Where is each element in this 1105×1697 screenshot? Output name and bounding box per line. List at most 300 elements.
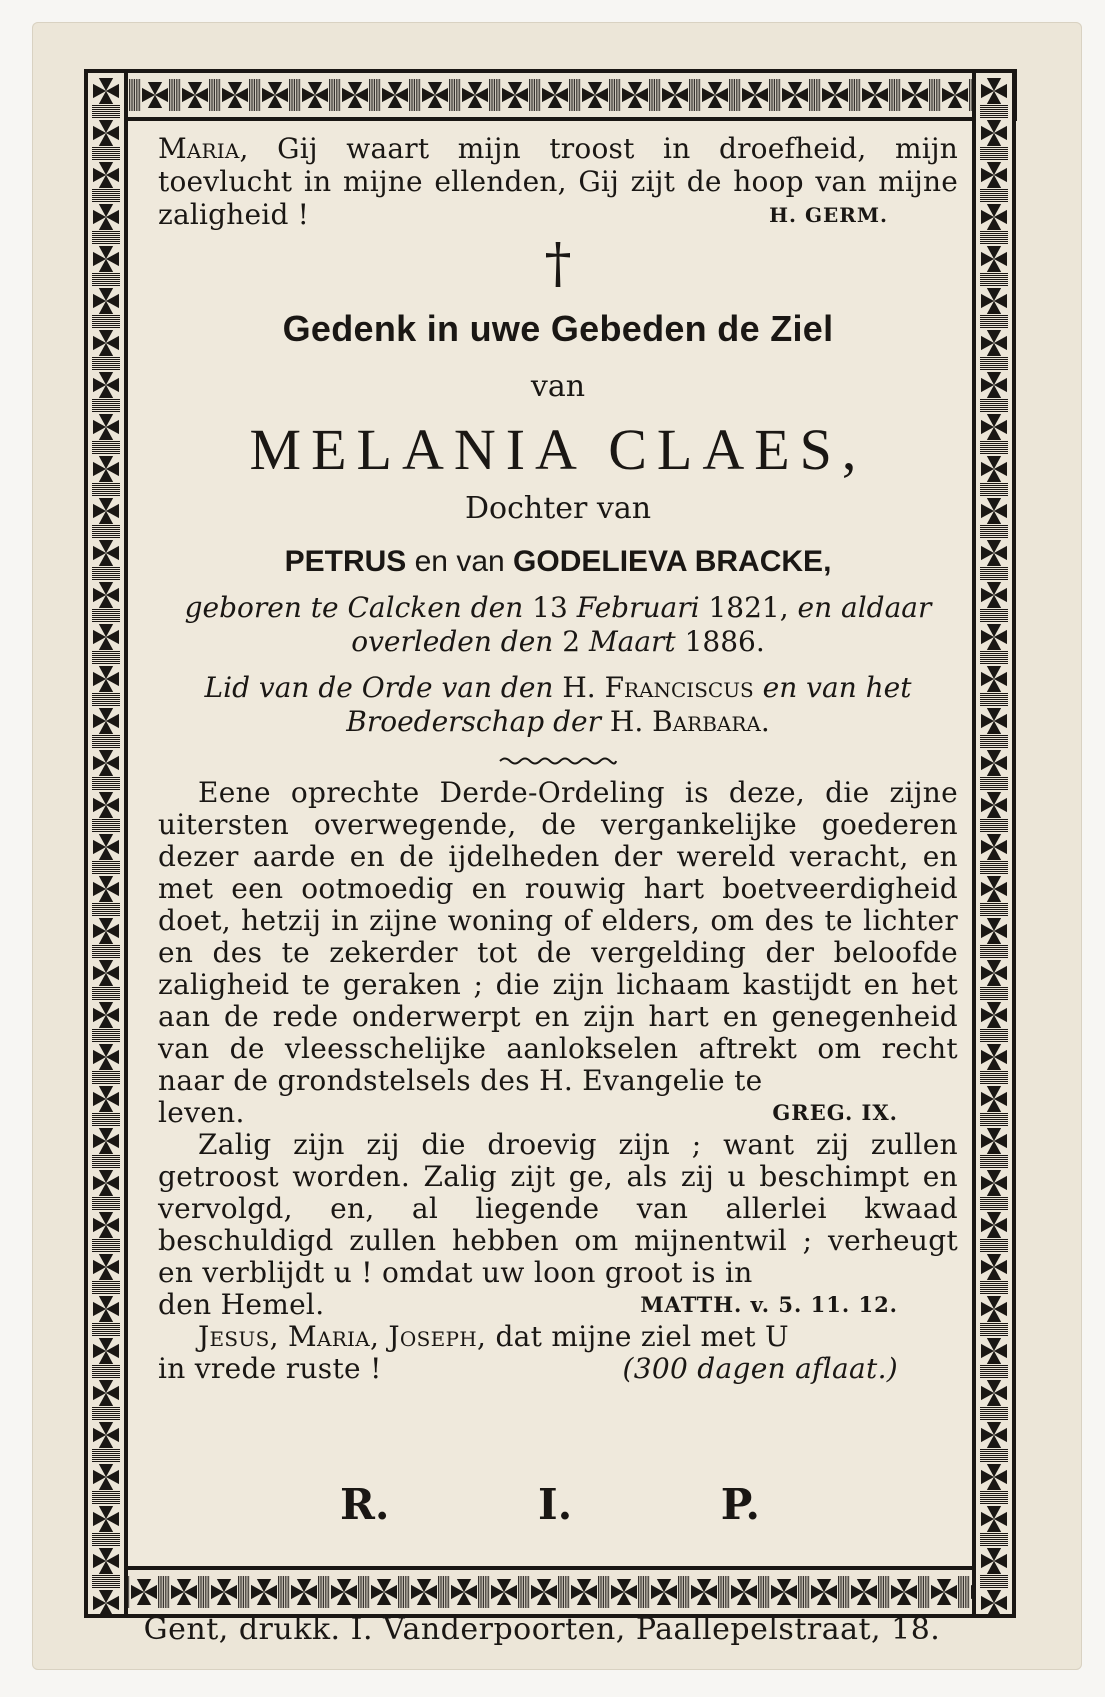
border-stripe <box>92 957 120 958</box>
border-stripe <box>92 489 120 490</box>
border-stripe <box>776 79 777 111</box>
border-stripe <box>980 871 1008 872</box>
border-stripe <box>248 1576 249 1608</box>
border-stripe <box>648 1576 649 1608</box>
border-stripe <box>92 285 120 286</box>
border-stripe <box>980 537 1008 538</box>
border-stripe <box>980 1157 1008 1158</box>
border-stripe <box>571 79 572 111</box>
border-stripe <box>980 903 1008 904</box>
border-stripe <box>980 613 1008 614</box>
border-stripe <box>688 1576 689 1608</box>
border-stripe <box>980 617 1008 618</box>
border-stripe <box>980 449 1008 450</box>
border-stripe <box>980 1205 1008 1206</box>
border-stripe <box>92 399 120 400</box>
meditation-attribution: GREG. IX. <box>772 1100 898 1125</box>
border-stripe <box>92 783 120 784</box>
border-stripe <box>980 737 1008 738</box>
border-stripe <box>980 735 1008 736</box>
quote-attribution: H. GERM. <box>769 203 888 227</box>
border-stripe <box>451 79 452 111</box>
border-stripe <box>816 79 817 111</box>
border-stripe <box>198 1576 199 1608</box>
border-stripe <box>659 79 660 111</box>
border-stripe <box>243 1576 244 1608</box>
border-stripe <box>456 79 457 111</box>
border-stripe <box>849 79 850 111</box>
border-stripe <box>92 1373 120 1374</box>
border-stripe <box>814 79 815 111</box>
border-stripe <box>819 79 820 111</box>
border-stripe <box>980 525 1008 526</box>
border-stripe <box>527 1576 528 1608</box>
border-stripe <box>568 1576 569 1608</box>
border-stripe <box>963 1576 964 1608</box>
border-stripe <box>929 79 930 111</box>
border-stripe <box>980 443 1008 444</box>
border-stripe <box>447 1576 448 1608</box>
border-stripe <box>980 159 1008 160</box>
border-stripe <box>980 1323 1008 1324</box>
border-stripe <box>169 79 170 111</box>
beatitude-attribution: MATTH. v. 5. 11. 12. <box>640 1292 898 1317</box>
border-stripe <box>980 1577 1008 1578</box>
border-stripe <box>980 273 1008 274</box>
border-stripe <box>980 779 1008 780</box>
border-stripe <box>689 79 690 111</box>
border-stripe <box>480 1576 481 1608</box>
border-stripe <box>400 1576 401 1608</box>
border-stripe <box>980 1587 1008 1588</box>
border-stripe <box>980 1201 1008 1202</box>
border-stripe <box>92 1541 120 1542</box>
border-stripe <box>92 693 120 694</box>
border-stripe <box>696 79 697 111</box>
border-stripe <box>936 79 937 111</box>
border-stripe <box>980 783 1008 784</box>
border-stripe <box>294 79 295 111</box>
border-stripe <box>92 1039 120 1040</box>
border-stripe <box>416 79 417 111</box>
border-stripe <box>980 703 1008 704</box>
border-stripe <box>92 575 120 576</box>
border-stripe <box>980 1491 1008 1492</box>
border-stripe <box>980 363 1008 364</box>
border-stripe <box>92 1375 120 1376</box>
border-stripe <box>803 1576 804 1608</box>
border-stripe <box>92 1083 120 1084</box>
border-stripe <box>980 825 1008 826</box>
border-stripe <box>92 189 120 190</box>
border-stripe <box>851 79 852 111</box>
border-stripe <box>980 951 1008 952</box>
border-stripe <box>980 1419 1008 1420</box>
indulgence-note: (300 dagen aflaat.) <box>622 1352 898 1385</box>
border-stripe <box>92 443 120 444</box>
border-stripe <box>980 571 1008 572</box>
border-stripe <box>980 699 1008 700</box>
border-stripe <box>92 825 120 826</box>
beatitude-text: Zalig zijn zij die droevig zijn ; want zij zullen getroost worden. Zalig zijt ge, als zij u beschimpt en vervolgd, en, al liegende van allerlei kwaad beschuldigd zullen hebben om mijnentwil ; verheugt en verblijdt u ! omdat uw loon groot is in <box>158 1128 958 1289</box>
border-stripe <box>980 1583 1008 1584</box>
border-stripe <box>92 317 120 318</box>
border-stripe <box>481 1576 482 1608</box>
border-stripe <box>92 1575 120 1576</box>
border-stripe <box>92 1037 120 1038</box>
border-stripe <box>92 405 120 406</box>
border-stripe <box>729 79 730 111</box>
border-stripe <box>245 1576 246 1608</box>
border-stripe <box>980 865 1008 866</box>
border-stripe <box>249 79 250 111</box>
border-stripe <box>980 527 1008 528</box>
border-stripe <box>483 1576 484 1608</box>
border-stripe <box>980 235 1008 236</box>
border-stripe <box>459 79 460 111</box>
border-stripe <box>980 827 1008 828</box>
border-stripe <box>92 861 120 862</box>
border-stripe <box>980 1617 1008 1618</box>
border-stripe <box>980 789 1008 790</box>
border-stripe <box>980 1117 1008 1118</box>
border-stripe <box>491 79 492 111</box>
border-stripe <box>731 79 732 111</box>
quote-first-word: Maria <box>158 132 240 165</box>
birth-day: 13 <box>532 591 568 624</box>
border-stripe <box>92 1165 120 1166</box>
deceased-name: MELANIA CLAES, <box>249 417 867 482</box>
border-stripe <box>980 199 1008 200</box>
border-stripe <box>980 275 1008 276</box>
border-stripe <box>321 1576 322 1608</box>
border-stripe <box>980 1241 1008 1242</box>
border-stripe <box>758 1576 759 1608</box>
border-stripe <box>178 79 179 111</box>
border-stripe <box>694 79 695 111</box>
border-stripe <box>208 1576 209 1608</box>
border-stripe <box>92 869 120 870</box>
wavy-divider <box>498 755 618 767</box>
beatitude-end-line <box>158 1289 958 1321</box>
van-label: van <box>530 369 586 404</box>
border-stripe <box>292 79 293 111</box>
border-stripe <box>980 1293 1008 1294</box>
border-stripe <box>980 1329 1008 1330</box>
border-stripe <box>92 449 120 450</box>
border-stripe <box>92 1413 120 1414</box>
border-stripe <box>980 907 1008 908</box>
border-stripe <box>576 79 577 111</box>
border-stripe <box>139 79 140 111</box>
border-stripe <box>92 741 120 742</box>
border-stripe <box>980 1119 1008 1120</box>
border-stripe <box>980 155 1008 156</box>
border-stripe <box>92 191 120 192</box>
border-stripe <box>92 653 120 654</box>
border-stripe <box>563 1576 564 1608</box>
border-stripe <box>965 1576 966 1608</box>
border-stripe <box>980 231 1008 232</box>
border-stripe <box>179 79 180 111</box>
border-bottom <box>84 1566 1014 1618</box>
border-stripe <box>805 1576 806 1608</box>
border-stripe <box>980 747 1008 748</box>
border-stripe <box>259 79 260 111</box>
border-stripe <box>980 193 1008 194</box>
border-stripe <box>285 1576 286 1608</box>
border-stripe <box>92 281 120 282</box>
border-stripe <box>561 1576 562 1608</box>
border-stripe <box>92 277 120 278</box>
border-stripe <box>739 79 740 111</box>
border-stripe <box>92 401 120 402</box>
border-stripe <box>838 1576 839 1608</box>
border-stripe <box>92 109 120 110</box>
border-stripe <box>980 819 1008 820</box>
border-stripe <box>128 1576 129 1608</box>
border-stripe <box>891 79 892 111</box>
border-stripe <box>980 105 1008 106</box>
border-stripe <box>92 409 120 410</box>
border-stripe <box>656 79 657 111</box>
border-stripe <box>454 79 455 111</box>
border-stripe <box>92 991 120 992</box>
border-stripe <box>691 79 692 111</box>
border-stripe <box>980 575 1008 576</box>
border-stripe <box>92 827 120 828</box>
border-stripe <box>725 1576 726 1608</box>
border-stripe <box>980 1539 1008 1540</box>
border-stripe <box>848 1576 849 1608</box>
border-stripe <box>647 1576 648 1608</box>
border-stripe <box>92 657 120 658</box>
border-stripe <box>92 115 120 116</box>
border-stripe <box>92 615 120 616</box>
border-stripe <box>92 1163 120 1164</box>
border-stripe <box>92 233 120 234</box>
border-stripe <box>980 409 1008 410</box>
border-stripe <box>980 615 1008 616</box>
rip-r: R. <box>340 1480 390 1529</box>
border-stripe <box>980 1449 1008 1450</box>
border-stripe <box>92 1035 120 1036</box>
border-stripe <box>980 781 1008 782</box>
border-stripe <box>980 1281 1008 1282</box>
border-stripe <box>443 1576 444 1608</box>
border-stripe <box>980 191 1008 192</box>
border-stripe <box>323 1576 324 1608</box>
border-stripe <box>980 1249 1008 1250</box>
border-stripe <box>92 1203 120 1204</box>
border-stripe <box>980 861 1008 862</box>
border-stripe <box>767 1576 768 1608</box>
border-stripe <box>336 79 337 111</box>
border-stripe <box>92 279 120 280</box>
border-stripe <box>980 1115 1008 1116</box>
border-stripe <box>601 1576 602 1608</box>
border-stripe <box>92 1581 120 1582</box>
border-stripe <box>961 1576 962 1608</box>
border-stripe <box>92 483 120 484</box>
border-stripe <box>980 863 1008 864</box>
border-stripe <box>92 1239 120 1240</box>
border-stripe <box>92 1459 120 1460</box>
border-stripe <box>92 1503 120 1504</box>
border-stripe <box>980 867 1008 868</box>
border-stripe <box>92 609 120 610</box>
border-stripe <box>131 79 132 111</box>
border-stripe <box>558 1576 559 1608</box>
border-stripe <box>488 1576 489 1608</box>
border-stripe <box>980 403 1008 404</box>
border-stripe <box>201 1576 202 1608</box>
border-stripe <box>980 987 1008 988</box>
border-stripe <box>980 485 1008 486</box>
border-stripe <box>808 1576 809 1608</box>
birth-month: Februari <box>576 591 700 624</box>
border-stripe <box>894 79 895 111</box>
border-stripe <box>92 105 120 106</box>
border-stripe <box>980 1041 1008 1042</box>
border-stripe <box>852 79 853 111</box>
border-stripe <box>92 325 120 326</box>
rip-letters <box>340 1480 760 1529</box>
border-stripe <box>240 1576 241 1608</box>
border-stripe <box>92 1251 120 1252</box>
born-text: geboren te Calcken den <box>184 591 524 624</box>
border-stripe <box>92 365 120 366</box>
border-stripe <box>980 1543 1008 1544</box>
border-stripe <box>167 1576 168 1608</box>
border-stripe <box>980 241 1008 242</box>
border-stripe <box>92 111 120 112</box>
border-stripe <box>980 1367 1008 1368</box>
border-stripe <box>92 1365 120 1366</box>
border-stripe <box>494 79 495 111</box>
border-stripe <box>734 79 735 111</box>
border-stripe <box>980 745 1008 746</box>
border-stripe <box>92 945 120 946</box>
quote-text: , Gij waart mijn troost in droefheid, mijn toevlucht in mijne ellenden, Gij zijt de hoop van mijne zaligheid ! <box>158 132 958 231</box>
border-stripe <box>92 1285 120 1286</box>
border-stripe <box>449 79 450 111</box>
border-stripe <box>980 739 1008 740</box>
border-stripe <box>92 441 120 442</box>
beatitude-last-word: den Hemel. <box>158 1288 325 1321</box>
birth-death-line <box>158 591 958 659</box>
border-stripe <box>247 1576 248 1608</box>
border-stripe <box>938 79 939 111</box>
border-stripe <box>980 453 1008 454</box>
border-stripe <box>92 1335 120 1336</box>
border-stripe <box>92 1077 120 1078</box>
border-stripe <box>980 359 1008 360</box>
border-stripe <box>92 1377 120 1378</box>
border-stripe <box>92 237 120 238</box>
border-stripe <box>92 663 120 664</box>
border-stripe <box>374 79 375 111</box>
border-stripe <box>92 1329 120 1330</box>
border-stripe <box>92 1113 120 1114</box>
border-stripe <box>960 1576 961 1608</box>
border-stripe <box>92 1071 120 1072</box>
border-stripe <box>92 1543 120 1544</box>
border-stripe <box>980 823 1008 824</box>
border-stripe <box>379 79 380 111</box>
border-stripe <box>800 1576 801 1608</box>
border-stripe <box>980 1585 1008 1586</box>
border-stripe <box>980 659 1008 660</box>
border-stripe <box>172 79 173 111</box>
border-stripe <box>92 573 120 574</box>
border-stripe <box>92 493 120 494</box>
border-stripe <box>980 357 1008 358</box>
border-stripe <box>92 567 120 568</box>
border-stripe <box>980 1199 1008 1200</box>
border-stripe <box>163 1576 164 1608</box>
border-stripe <box>528 1576 529 1608</box>
border-stripe <box>683 1576 684 1608</box>
border-stripe <box>980 151 1008 152</box>
border-stripe <box>92 1291 120 1292</box>
border-stripe <box>980 1503 1008 1504</box>
border-stripe <box>732 79 733 111</box>
border-stripe <box>176 79 177 111</box>
border-stripe <box>536 79 537 111</box>
border-stripe <box>92 661 120 662</box>
border-stripe <box>980 115 1008 116</box>
border-stripe <box>92 743 120 744</box>
border-stripe <box>809 79 810 111</box>
border-stripe <box>980 201 1008 202</box>
border-stripe <box>980 319 1008 320</box>
border-stripe <box>367 1576 368 1608</box>
border-stripe <box>980 1291 1008 1292</box>
border-stripe <box>980 777 1008 778</box>
cross-icon: † <box>544 232 572 295</box>
border-stripe <box>534 79 535 111</box>
border-stripe <box>569 79 570 111</box>
border-stripe <box>331 79 332 111</box>
border-stripe <box>980 1499 1008 1500</box>
border-stripe <box>980 1285 1008 1286</box>
border-stripe <box>565 1576 566 1608</box>
border-stripe <box>398 1576 399 1608</box>
border-stripe <box>281 1576 282 1608</box>
border-stripe <box>980 829 1008 830</box>
border-stripe <box>92 1333 120 1334</box>
border-stripe <box>216 79 217 111</box>
border-stripe <box>980 445 1008 446</box>
border-stripe <box>980 651 1008 652</box>
border-stripe <box>687 1576 688 1608</box>
border-stripe <box>92 359 120 360</box>
border-stripe <box>980 197 1008 198</box>
border-stripe <box>888 1576 889 1608</box>
died-text: en aldaar overleden den <box>351 591 932 658</box>
border-stripe <box>980 1075 1008 1076</box>
border-stripe <box>92 1411 120 1412</box>
border-stripe <box>92 151 120 152</box>
border-stripe <box>358 1576 359 1608</box>
border-stripe <box>92 1073 120 1074</box>
border-stripe <box>218 79 219 111</box>
border-stripe <box>980 915 1008 916</box>
border-stripe <box>258 79 259 111</box>
border-stripe <box>209 79 210 111</box>
border-stripe <box>678 1576 679 1608</box>
